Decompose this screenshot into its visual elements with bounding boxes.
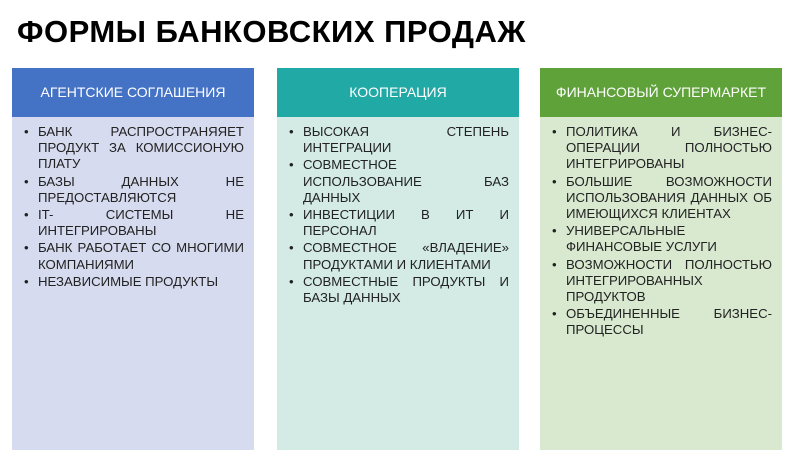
list-item: • БАЗЫ ДАННЫХ НЕ ПРЕДОСТАВЛЯЮТСЯ bbox=[24, 174, 244, 206]
page-title: ФОРМЫ БАНКОВСКИХ ПРОДАЖ bbox=[17, 14, 526, 49]
list-item: • СОВМЕСТНЫЕ ПРОДУКТЫ И БАЗЫ ДАННЫХ bbox=[289, 274, 509, 306]
bullet-list bbox=[24, 124, 244, 290]
column-body bbox=[277, 117, 519, 450]
list-item: • БОЛЬШИЕ ВОЗМОЖНОСТИ ИСПОЛЬЗОВАНИЯ ДАННЫХ ОБ ИМЕЮЩИХСЯ КЛИЕНТАХ bbox=[552, 174, 772, 223]
list-item: • ОБЪЕДИНЕННЫЕ БИЗНЕС-ПРОЦЕССЫ bbox=[552, 306, 772, 338]
column-header: ФИНАНСОВЫЙ СУПЕРМАРКЕТ bbox=[540, 68, 782, 117]
list-item: • ПОЛИТИКА И БИЗНЕС-ОПЕРАЦИИ ПОЛНОСТЬЮ ИНТЕГРИРОВАНЫ bbox=[552, 124, 772, 173]
list-item: • БАНК РАБОТАЕТ СО МНОГИМИ КОМПАНИЯМИ bbox=[24, 240, 244, 272]
list-item: • УНИВЕРСАЛЬНЫЕ ФИНАНСОВЫЕ УСЛУГИ bbox=[552, 223, 772, 255]
column-agent-agreements bbox=[12, 68, 254, 450]
list-item: • ВЫСОКАЯ СТЕПЕНЬ ИНТЕГРАЦИИ bbox=[289, 124, 509, 156]
list-item: • IT- СИСТЕМЫ НЕ ИНТЕГРИРОВАНЫ bbox=[24, 207, 244, 239]
column-body bbox=[12, 117, 254, 450]
column-cooperation bbox=[277, 68, 519, 450]
list-item: • ВОЗМОЖНОСТИ ПОЛНОСТЬЮ ИНТЕГРИРОВАННЫХ ПРОДУКТОВ bbox=[552, 257, 772, 306]
column-header: АГЕНТСКИЕ СОГЛАШЕНИЯ bbox=[12, 68, 254, 117]
list-item: • НЕЗАВИСИМЫЕ ПРОДУКТЫ bbox=[24, 274, 244, 290]
column-financial-supermarket bbox=[540, 68, 782, 450]
column-body bbox=[540, 117, 782, 450]
list-item: • БАНК РАСПРОСТРАНЯЯЕТ ПРОДУКТ ЗА КОМИССИОНУЮ ПЛАТУ bbox=[24, 124, 244, 173]
bullet-list bbox=[289, 124, 509, 306]
list-item: • СОВМЕСТНОЕ «ВЛАДЕНИЕ» ПРОДУКТАМИ И КЛИЕНТАМИ bbox=[289, 240, 509, 272]
bullet-list bbox=[552, 124, 772, 339]
list-item: • СОВМЕСТНОЕ ИСПОЛЬЗОВАНИЕ БАЗ ДАННЫХ bbox=[289, 157, 509, 206]
column-header: КООПЕРАЦИЯ bbox=[277, 68, 519, 117]
list-item: • ИНВЕСТИЦИИ В ИТ И ПЕРСОНАЛ bbox=[289, 207, 509, 239]
